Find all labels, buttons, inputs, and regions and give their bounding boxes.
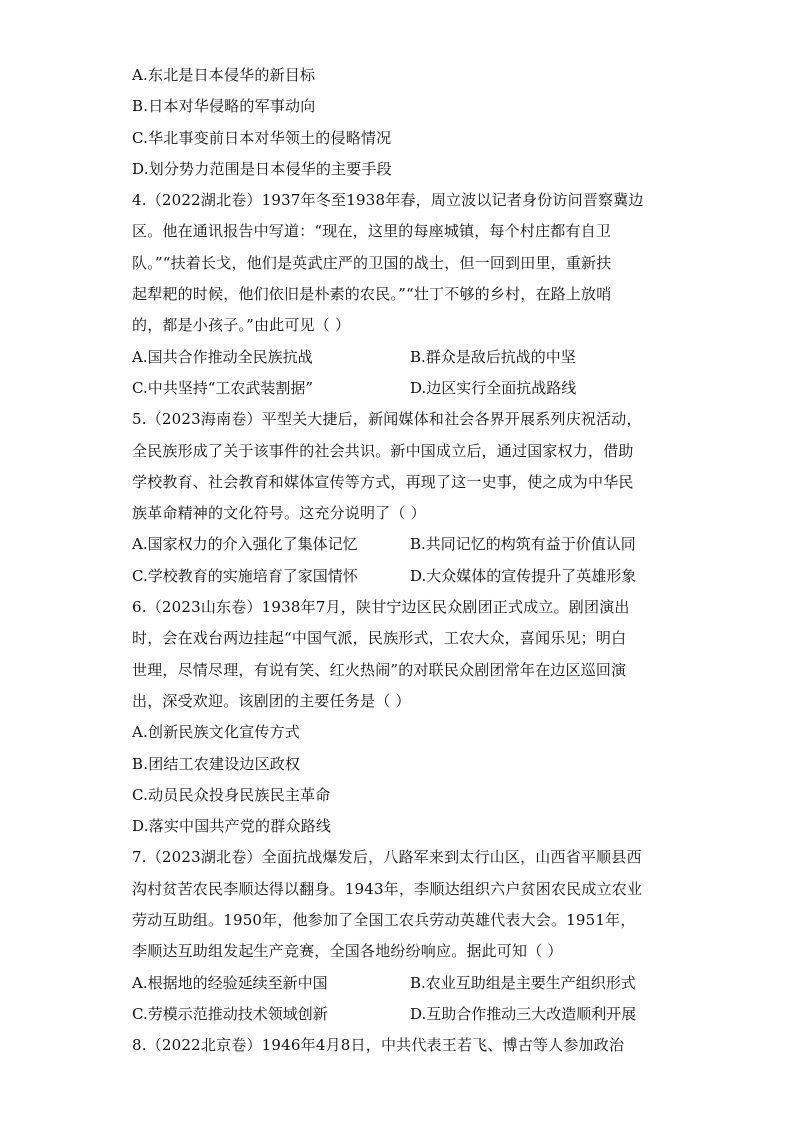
- q4-option-d: D.边区实行全面抗战路线: [410, 378, 577, 397]
- options-row: [132, 342, 664, 373]
- question-8: [132, 1030, 664, 1061]
- question-stem-line: 沟村贫苦农民李顺达得以翻身。1943年，李顺达组织六户贫困农民成立农业: [132, 879, 643, 898]
- q6-option-d: D.落实中国共产党的群众路线: [132, 817, 332, 836]
- question-5: [132, 404, 664, 592]
- q3-option-c: C.华北事变前日本对华领土的侵略情况: [132, 128, 392, 147]
- q4-option-b: B.群众是敌后抗战的中坚: [410, 347, 576, 366]
- question-stem-line: 5.（2023海南卷）平型关大捷后，新闻媒体和社会各界开展系列庆祝活动，: [132, 410, 642, 429]
- q7-option-a: A.根据地的经验延续至新中国: [132, 973, 328, 992]
- question-stem-line: 8.（2022北京卷）1946年4月8日，中共代表王若飞、博古等人参加政治: [132, 1036, 625, 1055]
- question-stem-line: 李顺达互助组发起生产竞赛，全国各地纷纷响应。据此可知（ ）: [132, 942, 563, 961]
- question-stem-line: 起犁耙的时候，他们依旧是朴素的农民。”“壮丁不够的乡村，在路上放哨: [132, 285, 612, 304]
- q6-option-c: C.动员民众投身民族民主革命: [132, 785, 331, 804]
- question-stem-line: 4.（2022湖北卷）1937年冬至1938年春，周立波以记者身份访问晋察冀边: [132, 191, 644, 210]
- question-stem-line: 队。”“扶着长戈，他们是英武庄严的卫国的战士，但一回到田里，重新扶: [132, 253, 612, 272]
- question-6: [132, 592, 664, 842]
- document-page: [132, 60, 664, 1062]
- question-stem-line: 出，深受欢迎。该剧团的主要任务是（ ）: [132, 691, 411, 710]
- q4-option-c: C.中共坚持“工农武装割据”: [132, 378, 314, 397]
- options-row: [132, 968, 664, 999]
- question-stem-line: 学校教育、社会教育和媒体宣传等方式，再现了这一史事，使之成为中华民: [132, 472, 634, 491]
- q4-option-a: A.国共合作推动全民族抗战: [132, 347, 313, 366]
- q6-option-b: B.团结工农建设边区政权: [132, 754, 301, 773]
- q7-option-b: B.农业互助组是主要生产组织形式: [410, 973, 636, 992]
- q7-option-d: D.互助合作推动三大改造顺利开展: [410, 1004, 637, 1023]
- q5-option-b: B.共同记忆的构筑有益于价值认同: [410, 535, 636, 554]
- question-stem-line: 的，都是小孩子。”由此可见（ ）: [132, 316, 351, 335]
- question-stem-line: 7.（2023湖北卷）全面抗战爆发后，八路军来到太行山区，山西省平顺县西: [132, 848, 642, 867]
- question-stem-line: 区。他在通讯报告中写道：“现在，这里的每座城镇，每个村庄都有自卫: [132, 222, 612, 241]
- q5-option-a: A.国家权力的介入强化了集体记忆: [132, 535, 358, 554]
- q3-option-a: A.东北是日本侵华的新目标: [132, 66, 316, 84]
- q3-option-d: D.划分势力范围是日本侵华的主要手段: [132, 159, 392, 178]
- question-stem-line: 族革命精神的文化符号。这充分说明了（ ）: [132, 504, 426, 523]
- options-row: [132, 529, 664, 560]
- options-row: [132, 373, 664, 404]
- q3-option-b: B.日本对华侵略的军事动向: [132, 97, 316, 116]
- q5-option-d: D.大众媒体的宣传提升了英雄形象: [410, 566, 637, 585]
- question-stem-line: 6.（2023山东卷）1938年7月，陕甘宁边区民众剧团正式成立。剧团演出: [132, 598, 630, 617]
- question-stem-line: 时，会在戏台两边挂起“中国气派，民族形式，工农大众，喜闻乐见；明白: [132, 629, 627, 648]
- q6-option-a: A.创新民族文化宣传方式: [132, 723, 301, 742]
- question-stem-line: 全民族形成了关于该事件的社会共识。新中国成立后，通过国家权力，借助: [132, 441, 634, 460]
- question-stem-line: 世理，尽情尽理，有说有笑、红火热闹”的对联民众剧团常年在边区巡回演: [132, 660, 627, 679]
- question-7: [132, 842, 664, 1030]
- q5-option-c: C.学校教育的实施培育了家国情怀: [132, 566, 358, 585]
- options-row: [132, 999, 664, 1030]
- question-stem-line: 劳动互助组。1950年，他参加了全国工农兵劳动英雄代表大会。1951年，: [132, 911, 636, 930]
- question-4: [132, 185, 664, 404]
- options-row: [132, 561, 664, 592]
- q7-option-c: C.劳模示范推动技术领域创新: [132, 1004, 328, 1023]
